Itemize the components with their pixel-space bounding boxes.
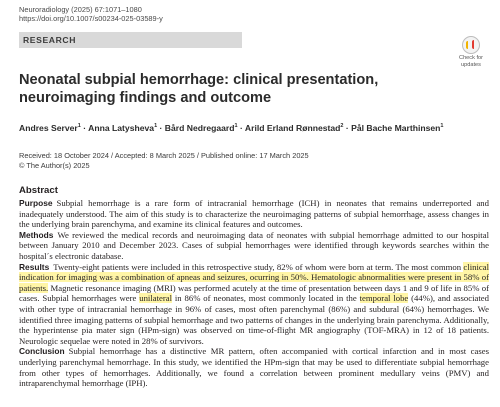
copyright-notice: © The Author(s) 2025: [19, 161, 90, 170]
author-separator: ·: [343, 123, 352, 133]
abstract-body: [19, 198, 489, 389]
results-text: in 86% of neonates, most commonly located in the: [172, 293, 360, 304]
author-name[interactable]: Andres Server: [19, 123, 78, 133]
publication-dates: [19, 151, 309, 171]
purpose-label: Purpose: [19, 198, 53, 208]
journal-header: [19, 5, 163, 23]
results-highlight: temporal lobe: [359, 293, 409, 304]
author-affiliation: 1: [440, 123, 444, 130]
doi-link[interactable]: https://doi.org/10.1007/s00234-025-03589-y: [19, 14, 163, 24]
methods-label: Methods: [19, 229, 54, 240]
abstract-results: [19, 262, 489, 347]
author-affiliation: 2: [340, 123, 344, 130]
abstract-methods: [19, 230, 489, 262]
conclusion-text: Subpial hemorrhage has a distinctive MR pattern, often accompanied with cortical infarction and in most cases underlying parenchymal hemorrhage. In this study, we identified the HPm-sign that may be used to differentiate subpial hemorrhage from other types of hemorrhages. Additionally, we found a correlation between prominent medullary veins (PMV) and intraparenchymal hemorrhage (IPH).: [19, 346, 489, 389]
purpose-text: Subpial hemorrhage is a rare form of intracranial hemorrhage (ICH) in neonates that remains underreported and inadequately understood. The aim of this study is to characterize the neuroimaging patterns of subpial hemorrhage, assess changes in the underlying brain parenchyma, and examine its clinical features and outcomes.: [19, 198, 489, 230]
author-name[interactable]: Arild Erland Rønnestad: [244, 123, 341, 133]
check-for-updates-icon: [462, 36, 480, 54]
article-title: Neonatal subpial hemorrhage: clinical presentation, neuroimaging findings and outcome: [19, 72, 379, 106]
author-affiliation: 1: [234, 123, 238, 130]
author-affiliation: 1: [154, 123, 158, 130]
check-for-updates-label-2: updates: [461, 62, 481, 69]
author-affiliation: 1: [77, 123, 81, 130]
conclusion-label: Conclusion: [19, 346, 65, 357]
author-name[interactable]: Pål Bache Marthinsen: [351, 123, 441, 133]
methods-text: We reviewed the medical records and neuroimaging data of neonates with subpial hemorrhage admitted to our hospital between January 2010 and December 2023. Cases of subpial hemorrhages were identified through keywords searches within the hospital´s electronic database.: [19, 229, 489, 261]
results-label: Results: [19, 261, 50, 272]
author-name[interactable]: Anna Latysheva: [88, 123, 155, 133]
article-type-label: RESEARCH: [23, 35, 77, 45]
results-text: Twenty-eight patients were included in this retrospective study, 82% of whom were born at term. The most common: [53, 261, 464, 272]
abstract-heading: Abstract: [19, 185, 58, 196]
results-text: Magnetic resonance imaging (MRI) was performed acutely at the time of presentation between days 1 and 9 of life in 85% of cases. Subpial hemorrhages were: [19, 282, 489, 304]
author-separator: ·: [80, 123, 89, 133]
article-type-badge: [19, 32, 242, 48]
results-text: (44%), and associated with other type of intracranial hemorrhage in 96% of cases, most often parenchymal (86%) and subdural (64%) hemorrhages. We identified three imaging patterns of subpial hemorrhage and two patterns of changes in the underlying brain parenchyma. Additionally, the hyperintense pia mater sign (HPm-sign) was observed on time-of-flight MR angiography (TOF-MRA) in 12 of 18 patients. Neurologic sequelae were noted in 28% of survivors.: [19, 293, 489, 346]
abstract-conclusion: [19, 346, 489, 388]
author-separator: ·: [237, 123, 245, 133]
publication-history: Received: 18 October 2024 / Accepted: 8 March 2025 / Published online: 17 March 2025: [19, 151, 309, 160]
author-name[interactable]: Bård Nedregaard: [164, 123, 235, 133]
check-for-updates-button[interactable]: [453, 36, 489, 68]
check-for-updates-label-1: Check for: [459, 55, 483, 61]
results-highlight: unilateral: [139, 293, 173, 304]
author-list: [19, 123, 489, 133]
results-highlight: clinical indication for imaging was a combination of apneas and seizures, ocurring in 50%. Hematologic abnormalities were present in 58% of patients.: [19, 261, 489, 293]
author-separator: ·: [157, 123, 165, 133]
abstract-purpose: [19, 198, 489, 230]
journal-citation: Neuroradiology (2025) 67:1071–1080: [19, 5, 142, 14]
